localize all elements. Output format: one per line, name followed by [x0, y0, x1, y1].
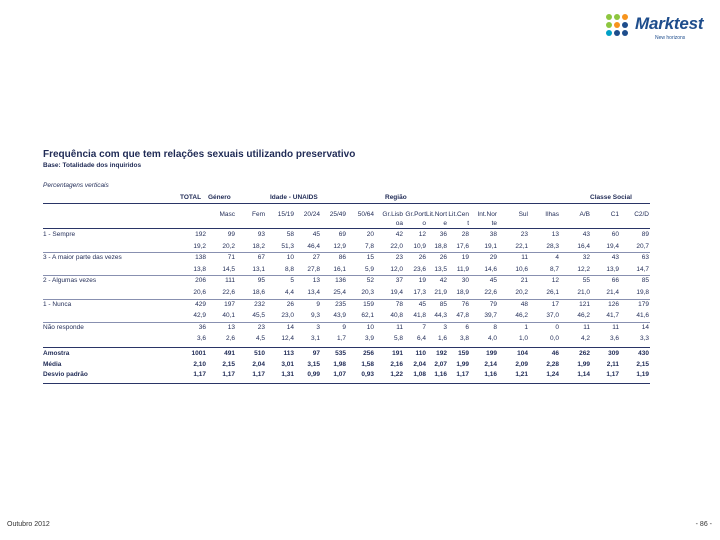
percent-cell: 1,7 — [336, 335, 346, 343]
count-cell: 8 — [493, 323, 497, 331]
percent-cell: 43,9 — [333, 312, 346, 320]
summary-cell: 97 — [312, 350, 320, 357]
percent-cell: 20,6 — [193, 289, 206, 296]
page-title: Frequência com que tem relações sexuais utilizando preservativo — [43, 149, 356, 160]
column-header: C1 — [610, 211, 619, 218]
percent-cell: 4,5 — [255, 335, 265, 343]
count-cell: 3 — [443, 323, 447, 331]
table-divider — [43, 275, 650, 276]
count-cell: 21 — [520, 277, 528, 285]
column-header: Gr.Lisb — [382, 211, 403, 218]
logo-dot — [606, 14, 612, 20]
count-cell: 43 — [611, 254, 619, 262]
summary-cell: 110 — [415, 350, 426, 357]
summary-cell: 0,93 — [361, 371, 374, 378]
count-cell: 95 — [257, 277, 265, 285]
percent-cell: 46,2 — [577, 312, 590, 320]
count-cell: 85 — [641, 277, 649, 285]
percent-cell: 19,2 — [193, 242, 206, 250]
percent-cell: 11,9 — [456, 265, 469, 273]
row-label: 3 - A maior parte das vezes — [43, 254, 122, 262]
count-cell: 197 — [224, 300, 235, 308]
header-idade: Idade - UNAIDS — [270, 194, 318, 201]
summary-cell: 2,11 — [606, 360, 619, 368]
count-cell: 23 — [520, 231, 528, 238]
percent-cell: 13,9 — [606, 265, 619, 273]
summary-cell: 1,17 — [456, 371, 469, 378]
percent-cell: 3,6 — [196, 335, 206, 343]
summary-cell: 1,31 — [281, 371, 294, 378]
count-cell: 27 — [312, 254, 320, 262]
percent-cell: 20,7 — [636, 242, 649, 250]
count-cell: 17 — [551, 300, 559, 308]
percent-cell: 21,4 — [606, 289, 619, 296]
count-cell: 71 — [227, 254, 235, 262]
count-cell: 136 — [335, 277, 346, 285]
summary-cell: 1,17 — [193, 371, 206, 378]
logo-dot — [614, 30, 620, 36]
header-regiao: Região — [385, 194, 407, 201]
count-cell: 20 — [366, 231, 374, 238]
summary-cell: 1,21 — [515, 371, 528, 378]
summary-cell: 199 — [486, 350, 497, 357]
count-cell: 79 — [489, 300, 497, 308]
percent-cell: 19,4 — [390, 289, 403, 296]
count-cell: 179 — [638, 300, 649, 308]
count-cell: 12 — [551, 277, 559, 285]
table-divider — [43, 252, 650, 253]
page-number: - 86 - — [695, 521, 712, 528]
percent-cell: 4,2 — [580, 335, 590, 343]
percent-cell: 8,7 — [549, 265, 559, 273]
count-cell: 58 — [286, 231, 294, 238]
summary-cell: 2,10 — [193, 360, 206, 368]
percent-cell: 10,6 — [515, 265, 528, 273]
summary-cell: 2,16 — [390, 360, 403, 368]
summary-cell: 1,17 — [252, 371, 265, 378]
summary-cell: 1,17 — [606, 371, 619, 378]
summary-cell: 2,04 — [252, 360, 265, 368]
percent-cell: 41,8 — [413, 312, 426, 320]
base-note: Base: Totalidade dos inquiridos — [43, 162, 142, 169]
summary-cell: 1,99 — [577, 360, 590, 368]
count-cell: 89 — [641, 231, 649, 238]
count-cell: 111 — [225, 277, 235, 285]
percent-cell: 12,0 — [390, 265, 403, 273]
column-header: 25/49 — [329, 211, 346, 218]
table-divider — [43, 203, 650, 204]
percent-cell: 21,9 — [434, 289, 447, 296]
percent-cell: 16,1 — [333, 265, 346, 273]
column-header: 20/24 — [303, 211, 320, 218]
percent-cell: 17,6 — [456, 242, 469, 250]
percent-cell: 12,2 — [577, 265, 590, 273]
count-cell: 36 — [439, 231, 447, 238]
count-cell: 4 — [555, 254, 559, 262]
summary-cell: 1,98 — [333, 360, 346, 368]
header-genero: Género — [208, 194, 231, 201]
summary-cell: 430 — [638, 350, 649, 357]
logo-dot — [606, 22, 612, 28]
count-cell: 76 — [461, 300, 469, 308]
column-header-cont: o — [422, 220, 426, 227]
row-label: 1 - Nunca — [43, 300, 72, 308]
count-cell: 13 — [551, 231, 559, 238]
percent-cell: 6,4 — [416, 335, 426, 343]
count-cell: 15 — [366, 254, 374, 262]
percent-cell: 3,3 — [639, 335, 649, 343]
count-cell: 206 — [195, 277, 206, 285]
percent-cell: 19,1 — [484, 242, 497, 250]
count-cell: 13 — [227, 323, 235, 331]
count-cell: 11 — [521, 254, 528, 262]
column-header-cont: te — [491, 220, 497, 227]
summary-label: Desvio padrão — [43, 371, 88, 378]
percent-cell: 9,3 — [310, 312, 320, 320]
summary-cell: 262 — [579, 350, 590, 357]
count-cell: 32 — [582, 254, 590, 262]
percent-cell: 46,4 — [307, 242, 320, 250]
count-cell: 9 — [342, 323, 346, 331]
percent-cell: 3,8 — [459, 335, 469, 343]
count-cell: 10 — [366, 323, 374, 331]
summary-cell: 1,24 — [546, 371, 559, 378]
percent-cell: 3,1 — [310, 335, 320, 343]
percent-cell: 18,6 — [252, 289, 265, 296]
header-classe: Classe Social — [590, 194, 632, 201]
percent-cell: 0,0 — [549, 335, 559, 343]
summary-cell: 0,99 — [307, 371, 320, 378]
column-header: C2/D — [634, 211, 649, 218]
summary-cell: 1001 — [191, 350, 206, 357]
summary-cell: 1,07 — [333, 371, 346, 378]
column-header: Masc — [219, 211, 235, 218]
percent-cell: 44,3 — [434, 312, 447, 320]
percent-cell: 14,5 — [222, 265, 235, 273]
count-cell: 26 — [286, 300, 294, 308]
count-cell: 86 — [338, 254, 346, 262]
percent-cell: 18,9 — [456, 289, 469, 296]
percent-cell: 22,6 — [484, 289, 497, 296]
percent-cell: 20,2 — [515, 289, 528, 296]
percent-note: Percentagens verticais — [43, 182, 109, 189]
percent-cell: 18,2 — [252, 242, 265, 250]
count-cell: 37 — [395, 277, 403, 285]
count-cell: 93 — [257, 231, 265, 238]
summary-cell: 1,17 — [222, 371, 235, 378]
summary-cell: 2,04 — [413, 360, 426, 368]
summary-cell: 2,28 — [546, 360, 559, 368]
count-cell: 1 — [524, 323, 528, 331]
count-cell: 13 — [312, 277, 320, 285]
count-cell: 14 — [641, 323, 649, 331]
column-header: 15/19 — [277, 211, 294, 218]
percent-cell: 45,5 — [252, 312, 265, 320]
count-cell: 45 — [418, 300, 426, 308]
percent-cell: 27,8 — [307, 265, 320, 273]
summary-cell: 3,15 — [307, 360, 320, 368]
count-cell: 38 — [489, 231, 497, 238]
percent-cell: 28,3 — [546, 242, 559, 250]
count-cell: 52 — [366, 277, 374, 285]
summary-cell: 2,15 — [636, 360, 649, 368]
count-cell: 30 — [461, 277, 469, 285]
logo-dot — [622, 22, 628, 28]
percent-cell: 4,0 — [487, 335, 497, 343]
percent-cell: 42,9 — [193, 312, 206, 320]
percent-cell: 47,8 — [456, 312, 469, 320]
logo-tagline: New horizons — [655, 35, 686, 41]
count-cell: 99 — [227, 231, 235, 238]
percent-cell: 13,4 — [307, 289, 320, 296]
column-header-cont: t — [467, 220, 469, 227]
percent-cell: 13,5 — [434, 265, 447, 273]
row-label: Não responde — [43, 323, 84, 331]
percent-cell: 39,7 — [484, 312, 497, 320]
summary-cell: 309 — [608, 350, 619, 357]
count-cell: 23 — [257, 323, 265, 331]
count-cell: 126 — [608, 300, 619, 308]
percent-cell: 22,1 — [515, 242, 528, 250]
percent-cell: 40,1 — [222, 312, 235, 320]
logo-dot — [622, 14, 628, 20]
percent-cell: 8,8 — [284, 265, 294, 273]
percent-cell: 14,7 — [636, 265, 649, 273]
count-cell: 45 — [489, 277, 497, 285]
count-cell: 67 — [257, 254, 265, 262]
logo-dot — [614, 22, 620, 28]
count-cell: 192 — [195, 231, 206, 238]
percent-cell: 3,9 — [364, 335, 374, 343]
count-cell: 63 — [641, 254, 649, 262]
logo-dot — [606, 30, 612, 36]
percent-cell: 21,0 — [577, 289, 590, 296]
count-cell: 138 — [195, 254, 206, 262]
count-cell: 11 — [612, 323, 619, 331]
table-divider — [43, 347, 650, 348]
percent-cell: 7,8 — [364, 242, 374, 250]
percent-cell: 23,0 — [281, 312, 294, 320]
percent-cell: 16,4 — [577, 242, 590, 250]
row-label: 2 - Algumas vezes — [43, 277, 97, 285]
logo-dot — [622, 30, 628, 36]
summary-cell: 1,22 — [390, 371, 403, 378]
column-header: Sul — [518, 211, 528, 218]
percent-cell: 4,4 — [284, 289, 294, 296]
summary-label: Média — [43, 360, 62, 368]
count-cell: 3 — [316, 323, 320, 331]
count-cell: 5 — [290, 277, 294, 285]
row-label: 1 - Sempre — [43, 231, 76, 238]
summary-cell: 113 — [283, 350, 294, 357]
summary-cell: 1,16 — [484, 371, 497, 378]
percent-cell: 13,8 — [193, 265, 206, 273]
percent-cell: 19,4 — [606, 242, 619, 250]
count-cell: 9 — [316, 300, 320, 308]
summary-cell: 2,14 — [484, 360, 497, 368]
summary-cell: 3,01 — [281, 360, 294, 368]
count-cell: 42 — [395, 231, 403, 238]
percent-cell: 5,8 — [393, 335, 403, 343]
summary-cell: 159 — [458, 350, 469, 357]
count-cell: 45 — [312, 231, 320, 238]
summary-cell: 1,16 — [434, 371, 447, 378]
count-cell: 60 — [611, 231, 619, 238]
column-header-cont: e — [443, 220, 447, 227]
count-cell: 55 — [582, 277, 590, 285]
count-cell: 66 — [611, 277, 619, 285]
table-divider — [43, 383, 650, 384]
percent-cell: 23,6 — [413, 265, 426, 273]
count-cell: 232 — [254, 300, 265, 308]
count-cell: 43 — [582, 231, 590, 238]
count-cell: 6 — [465, 323, 469, 331]
column-header-cont: oa — [395, 220, 403, 227]
percent-cell: 40,8 — [390, 312, 403, 320]
column-header: Lit.Cen — [448, 211, 469, 218]
column-header: Ilhas — [545, 211, 559, 218]
summary-cell: 192 — [436, 350, 447, 357]
percent-cell: 22,0 — [390, 242, 403, 250]
count-cell: 19 — [418, 277, 426, 285]
summary-cell: 46 — [551, 350, 559, 357]
count-cell: 26 — [439, 254, 447, 262]
percent-cell: 1,0 — [518, 335, 528, 343]
percent-cell: 12,4 — [281, 335, 294, 343]
percent-cell: 62,1 — [361, 312, 374, 320]
column-header: A/B — [579, 211, 590, 218]
summary-label: Amostra — [43, 350, 70, 357]
count-cell: 36 — [198, 323, 206, 331]
count-cell: 10 — [286, 254, 294, 262]
count-cell: 42 — [439, 277, 447, 285]
count-cell: 12 — [418, 231, 426, 238]
summary-cell: 1,58 — [361, 360, 374, 368]
percent-cell: 46,2 — [515, 312, 528, 320]
column-header: Lit.Nort — [426, 211, 447, 218]
percent-cell: 19,8 — [636, 289, 649, 296]
header-total: TOTAL — [180, 194, 202, 201]
percent-cell: 20,3 — [361, 289, 374, 296]
count-cell: 7 — [422, 323, 426, 331]
summary-cell: 256 — [363, 350, 374, 357]
summary-cell: 1,19 — [636, 371, 649, 378]
column-header: 50/64 — [357, 211, 374, 218]
count-cell: 14 — [286, 323, 294, 331]
summary-cell: 1,14 — [577, 371, 590, 378]
summary-cell: 2,07 — [434, 360, 447, 368]
summary-cell: 191 — [392, 350, 403, 357]
summary-cell: 2,09 — [515, 360, 528, 368]
percent-cell: 26,1 — [546, 289, 559, 296]
summary-cell: 2,15 — [222, 360, 235, 368]
summary-cell: 535 — [335, 350, 346, 357]
percent-cell: 1,6 — [437, 335, 447, 343]
count-cell: 85 — [439, 300, 447, 308]
percent-cell: 5,9 — [364, 265, 374, 273]
count-cell: 29 — [489, 254, 497, 262]
count-cell: 28 — [461, 231, 469, 238]
percent-cell: 13,1 — [252, 265, 265, 273]
count-cell: 23 — [395, 254, 403, 262]
percent-cell: 37,0 — [546, 312, 559, 320]
count-cell: 429 — [195, 300, 206, 308]
count-cell: 0 — [555, 323, 559, 331]
summary-cell: 491 — [224, 350, 235, 357]
table-divider — [43, 228, 650, 229]
percent-cell: 18,8 — [434, 242, 447, 250]
count-cell: 69 — [338, 231, 346, 238]
count-cell: 26 — [418, 254, 426, 262]
percent-cell: 3,6 — [609, 335, 619, 343]
percent-cell: 41,6 — [636, 312, 649, 320]
count-cell: 19 — [461, 254, 469, 262]
percent-cell: 2,6 — [225, 335, 235, 343]
percent-cell: 14,6 — [484, 265, 497, 273]
count-cell: 11 — [583, 323, 590, 331]
marktest-logo — [606, 12, 706, 46]
logo-dot — [614, 14, 620, 20]
percent-cell: 25,4 — [333, 289, 346, 296]
count-cell: 78 — [395, 300, 403, 308]
percent-cell: 22,6 — [222, 289, 235, 296]
percent-cell: 20,2 — [222, 242, 235, 250]
percent-cell: 17,3 — [413, 289, 426, 296]
logo-dots-icon — [606, 14, 634, 42]
count-cell: 11 — [396, 323, 403, 331]
count-cell: 48 — [520, 300, 528, 308]
summary-cell: 1,08 — [413, 371, 426, 378]
percent-cell: 12,9 — [333, 242, 346, 250]
count-cell: 235 — [335, 300, 346, 308]
summary-cell: 1,99 — [456, 360, 469, 368]
count-cell: 121 — [579, 300, 590, 308]
count-cell: 159 — [363, 300, 374, 308]
logo-wordmark: Marktest — [635, 14, 704, 33]
summary-cell: 510 — [254, 350, 265, 357]
column-header: Gr.Port — [405, 211, 426, 218]
column-header: Fem — [252, 211, 265, 218]
percent-cell: 51,3 — [281, 242, 294, 250]
summary-cell: 104 — [517, 350, 528, 357]
footer-date: Outubro 2012 — [7, 521, 50, 528]
column-header: Int.Nor — [477, 211, 497, 218]
percent-cell: 10,9 — [413, 242, 426, 250]
percent-cell: 41,7 — [606, 312, 619, 320]
